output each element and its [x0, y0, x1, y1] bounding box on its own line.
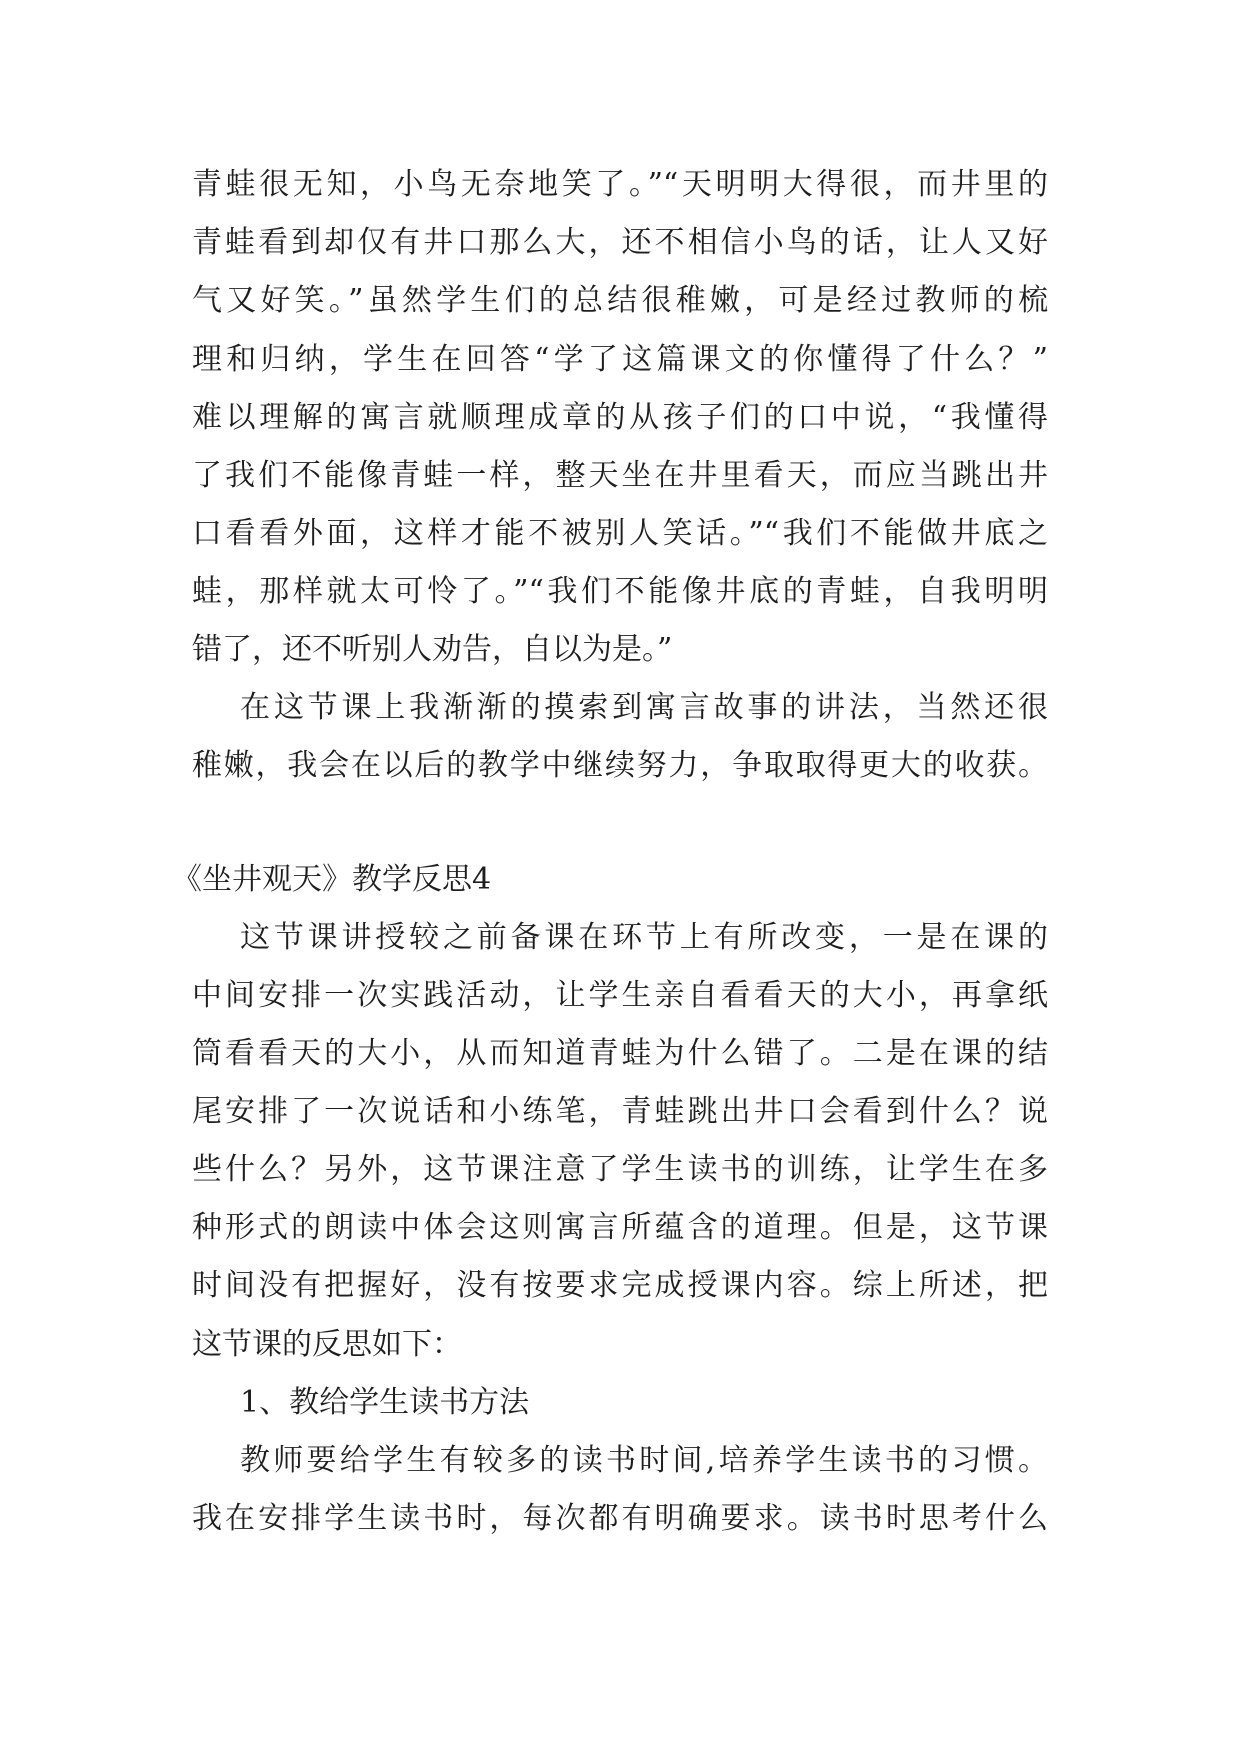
text-line: 了我们不能像青蛙一样，整天坐在井里看天，而应当跳出井: [192, 458, 1048, 493]
text-line: 口看看外面，这样才能不被别人笑话。”“我们不能做井底之: [192, 516, 1048, 551]
text-line: 教师要给学生有较多的读书时间,培养学生读书的习惯。: [240, 1443, 1048, 1478]
text-line: 这节课讲授较之前备课在环节上有所改变，一是在课的: [240, 920, 1048, 955]
text-line: 些什么？另外，这节课注意了学生读书的训练，让学生在多: [192, 1152, 1048, 1187]
text-line: 错了，还不听别人劝告，自以为是。”: [192, 632, 673, 667]
text-line: 种形式的朗读中体会这则寓言所蕴含的道理。但是，这节课: [192, 1210, 1048, 1245]
numbered-item-title: 1、教给学生读书方法: [240, 1385, 530, 1420]
text-line: 尾安排了一次说话和小练笔，青蛙跳出井口会看到什么？说: [192, 1094, 1048, 1129]
text-line: 时间没有把握好，没有按要求完成授课内容。综上所述，把: [192, 1268, 1048, 1303]
text-line: 气又好笑。”虽然学生们的总结很稚嫩，可是经过教师的梳: [192, 283, 1048, 318]
text-line: 难以理解的寓言就顺理成章的从孩子们的口中说，“我懂得: [192, 400, 1048, 435]
text-line: 青蛙很无知，小鸟无奈地笑了。”“天明明大得很，而井里的: [192, 167, 1048, 202]
text-line: 这节课的反思如下：: [192, 1327, 462, 1362]
text-line: 青蛙看到却仅有井口那么大，还不相信小鸟的话，让人又好: [192, 225, 1048, 260]
text-line: 中间安排一次实践活动，让学生亲自看看天的大小，再拿纸: [192, 978, 1048, 1013]
text-line: 在这节课上我渐渐的摸索到寓言故事的讲法，当然还很: [240, 690, 1048, 725]
text-line: 蛙，那样就太可怜了。”“我们不能像井底的青蛙，自我明明: [192, 574, 1048, 609]
text-line: 我在安排学生读书时，每次都有明确要求。读书时思考什么: [192, 1501, 1048, 1536]
text-line: 稚嫩，我会在以后的教学中继续努力，争取取得更大的收获。: [192, 748, 1048, 783]
text-line: 理和归纳，学生在回答“学了这篇课文的你懂得了什么？”: [192, 342, 1048, 377]
section-heading: 《坐井观天》教学反思4: [172, 862, 492, 897]
text-line: 筒看看天的大小，从而知道青蛙为什么错了。二是在课的结: [192, 1036, 1048, 1071]
